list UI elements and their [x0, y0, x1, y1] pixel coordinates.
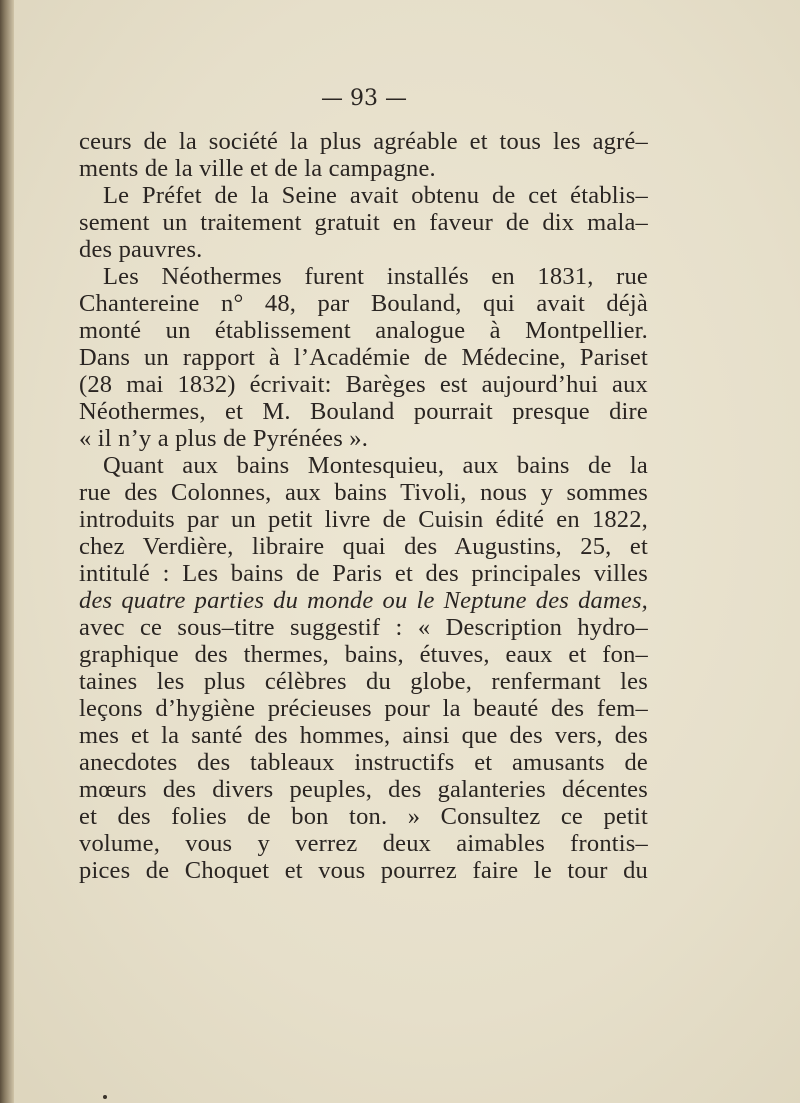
text-line: mœurs des divers peuples, des galanteries décentes — [79, 776, 648, 803]
text-line: (28 mai 1832) écrivait: Barèges est aujourd’hui aux — [79, 371, 648, 398]
text-line: Chantereine n° 48, par Bouland, qui avait déjà — [79, 290, 648, 317]
text-line-italic: des quatre parties du monde ou le Neptune des dames, — [79, 587, 648, 614]
text-line: « il n’y a plus de Pyrénées ». — [79, 425, 369, 452]
text-line: sement un traitement gratuit en faveur de dix mala– — [79, 209, 648, 236]
text-line: Quant aux bains Montesquieu, aux bains de la — [103, 452, 648, 479]
body-text — [79, 128, 648, 884]
text-line: pices de Choquet et vous pourrez faire le tour du — [79, 857, 648, 884]
text-line: et des folies de bon ton. » Consultez ce petit — [79, 803, 648, 830]
text-line: ments de la ville et de la campagne. — [79, 155, 436, 182]
text-line: ceurs de la société la plus agréable et tous les agré– — [79, 128, 648, 155]
book-binding-edge — [0, 0, 14, 1103]
text-line: Le Préfet de la Seine avait obtenu de cet établis– — [103, 182, 648, 209]
text-line: leçons d’hygiène précieuses pour la beauté des fem– — [79, 695, 648, 722]
text-line: volume, vous y verrez deux aimables frontis– — [79, 830, 648, 857]
text-line: Dans un rapport à l’Académie de Médecine, Pariset — [79, 344, 648, 371]
text-line: mes et la santé des hommes, ainsi que des vers, des — [79, 722, 648, 749]
text-line: Néothermes, et M. Bouland pourrait presque dire — [79, 398, 648, 425]
text-line: rue des Colonnes, aux bains Tivoli, nous y sommes — [79, 479, 648, 506]
text-line: introduits par un petit livre de Cuisin édité en 1822, — [79, 506, 648, 533]
text-line: avec ce sous–titre suggestif : « Description hydro– — [79, 614, 648, 641]
text-line: graphique des thermes, bains, étuves, eaux et fon– — [79, 641, 648, 668]
text-line: chez Verdière, libraire quai des Augustins, 25, et — [79, 533, 648, 560]
text-line: Les Néothermes furent installés en 1831, rue — [103, 263, 648, 290]
text-line: des pauvres. — [79, 236, 203, 263]
ink-speck — [103, 1095, 107, 1099]
page-number: — 93 — — [321, 86, 407, 111]
text-line: taines les plus célèbres du globe, renfermant les — [79, 668, 648, 695]
text-line: monté un établissement analogue à Montpellier. — [79, 317, 648, 344]
text-line: intitulé : Les bains de Paris et des principales villes — [79, 560, 648, 587]
text-line: anecdotes des tableaux instructifs et amusants de — [79, 749, 648, 776]
